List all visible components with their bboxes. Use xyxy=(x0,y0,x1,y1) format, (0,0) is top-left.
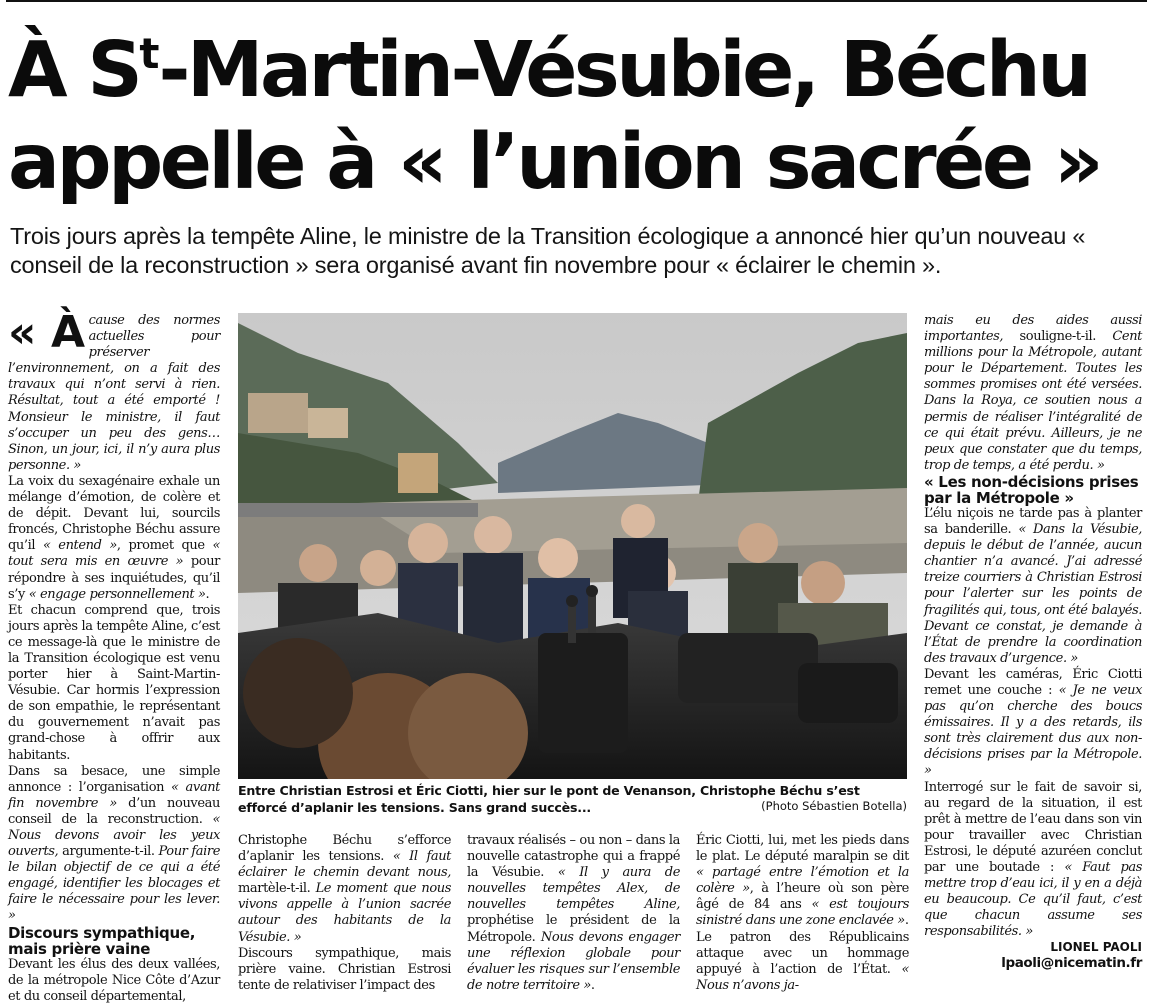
opening-quote: « À cause des normes actuelles pour préserver l’environnement, on a fait des travaux qui n’ont servi à rien. Résultat, tout a été emporté ! Monsieur le ministre, il faut s’occuper un peu des gens… Sinon, un jour, ici, il n’y aura plus personne. » xyxy=(8,307,220,473)
paragraph: Et chacun comprend que, trois jours après la tempête Aline, c’est ce message-là que le ministre de la Transition écologique est venu porter hier à Saint-Martin-Vésubie. Car hormis l’expression de son empathie, le représentant du gouvernement n’avait pas grand-chose à offrir aux habitants. xyxy=(8,602,220,763)
headline-line1: À $S^t-Martin$-Vésubie, Béchu xyxy=(8,26,1089,115)
author-email[interactable]: lpaoli@nicematin.fr xyxy=(1001,955,1142,972)
paragraph: Éric Ciotti, lui, met les pieds dans le plat. Le député maralpin se dit « partagé entre l’émotion et la colère », à l’heure où son père âgé de 84 ans « est toujours sinistré dans une zone enclavée ». xyxy=(696,833,909,929)
paragraph: Interrogé sur le fait de savoir si, au regard de la situation, il est prêt à mettre de l’eau dans son vin pour travailler avec Christian Estrosi, le député azuréen conclut par une boutade : « Faut pas mettre trop d’eau ici, il y en a déjà eu beaucoup. Ce qu’il faut, c’est que chacun assume ses responsabilités. » xyxy=(924,779,1142,940)
paragraph: Devant les élus des deux vallées, de la métropole Nice Côte d’Azur et du conseil départemental, xyxy=(8,956,220,1004)
paragraph: Dans sa besace, une simple annonce : l’organisation « avant fin novembre » d’un nouveau conseil de la reconstruction. « Nous devons avoir les yeux ouverts, argumente-t-il. Pour faire le bilan objectif de ce qui a été engagé, identifier les blocages et faire le nécessaire pour les lever. » xyxy=(8,763,220,924)
column-2 xyxy=(238,833,451,994)
column-4 xyxy=(696,833,909,994)
paragraph: L’élu niçois ne tarde pas à planter sa banderille. « Dans la Vésubie, depuis le début de l’année, aucun chantier n’a avancé. J’ai adressé treize courriers à Christian Estrosi pour l’alerter sur les points de fragilités qui, tous, ont été balayés. Devant ce constat, je demande à l’État de prendre la coordination des travaux d’urgence. » xyxy=(924,505,1142,666)
headline xyxy=(8,8,1148,209)
deck: Trois jours après la tempête Aline, le ministre de la Transition écologique a annoncé hier qu’un nouveau « conseil de la reconstruction » sera organisé avant fin novembre pour « éclairer le chemin ». xyxy=(10,223,1086,278)
subheading: Discours sympathique, mais prière vaine xyxy=(8,923,196,958)
paragraph: mais eu des aides aussi importantes, souligne-t-il. Cent millions pour la Métropole, autant pour le Département. Toutes les sommes promises ont été versées. Dans la Roya, ce soutien nous a permis de réaliser l’intégralité de ce qui était prévu. Ailleurs, je ne peux que constater que du temps, trop de temps, a été perdu. » xyxy=(924,313,1142,473)
author-byline: LIONEL PAOLI xyxy=(1050,940,1142,955)
photo-illustration xyxy=(238,313,907,779)
column-3 xyxy=(467,833,680,994)
top-rule xyxy=(6,0,1147,2)
paragraph: Discours sympathique, mais prière vaine. Christian Estrosi tente de relativiser l’impact des xyxy=(238,945,451,993)
headline-line2: appelle à « l’union sacrée » xyxy=(8,118,1101,207)
paragraph: travaux réalisés – ou non – dans la nouvelle catastrophe qui a frappé la Vésubie. « Il y aura de nouvelles tempêtes Alex, de nouvelles tempêtes Aline, prophétise le président de la Métropole. Nous devons engager une réflexion globale pour évaluer les risques sur l’ensemble de notre territoire ». xyxy=(467,833,680,993)
drop-cap: « À xyxy=(8,307,85,358)
photo-caption: Entre Christian Estrosi et Éric Ciotti, hier sur le pont de Venanson, Christophe Béchu s’est efforcé d’aplanir les tensions. Sans grand succès... xyxy=(238,783,860,815)
press-photo xyxy=(238,313,907,779)
column-1 xyxy=(8,307,220,1005)
paragraph: Christophe Béchu s’efforce d’aplanir les tensions. « Il faut éclairer le chemin devant nous, martèle-t-il. Le moment que nous vivons appelle à l’union sacrée autour des habitants de la Vésubie. » xyxy=(238,833,452,945)
photo-credit: (Photo Sébastien Botella) xyxy=(761,799,907,813)
subheading: « Les non-décisions prises par la Métropole » xyxy=(924,472,1139,507)
paragraph: La voix du sexagénaire exhale un mélange d’émotion, de colère et de dépit. Devant lui, sourcils froncés, Christophe Béchu assure qu’il « entend », promet que « tout sera mis en œuvre » pour répondre à ses inquiétudes, qu’il s’y « engage personnellement ». xyxy=(8,473,220,602)
column-5 xyxy=(924,313,1142,972)
paragraph: Le patron des Républicains attaque avec un hommage appuyé à l’action de l’État. « Nous n’avons ja- xyxy=(696,929,909,993)
paragraph: Devant les caméras, Éric Ciotti remet une couche : « Je ne veux pas qu’on cherche des boucs émissaires. Il y a des retards, ils sont très clairement dus aux non-décisions prises par la Métropole. » xyxy=(924,666,1142,779)
